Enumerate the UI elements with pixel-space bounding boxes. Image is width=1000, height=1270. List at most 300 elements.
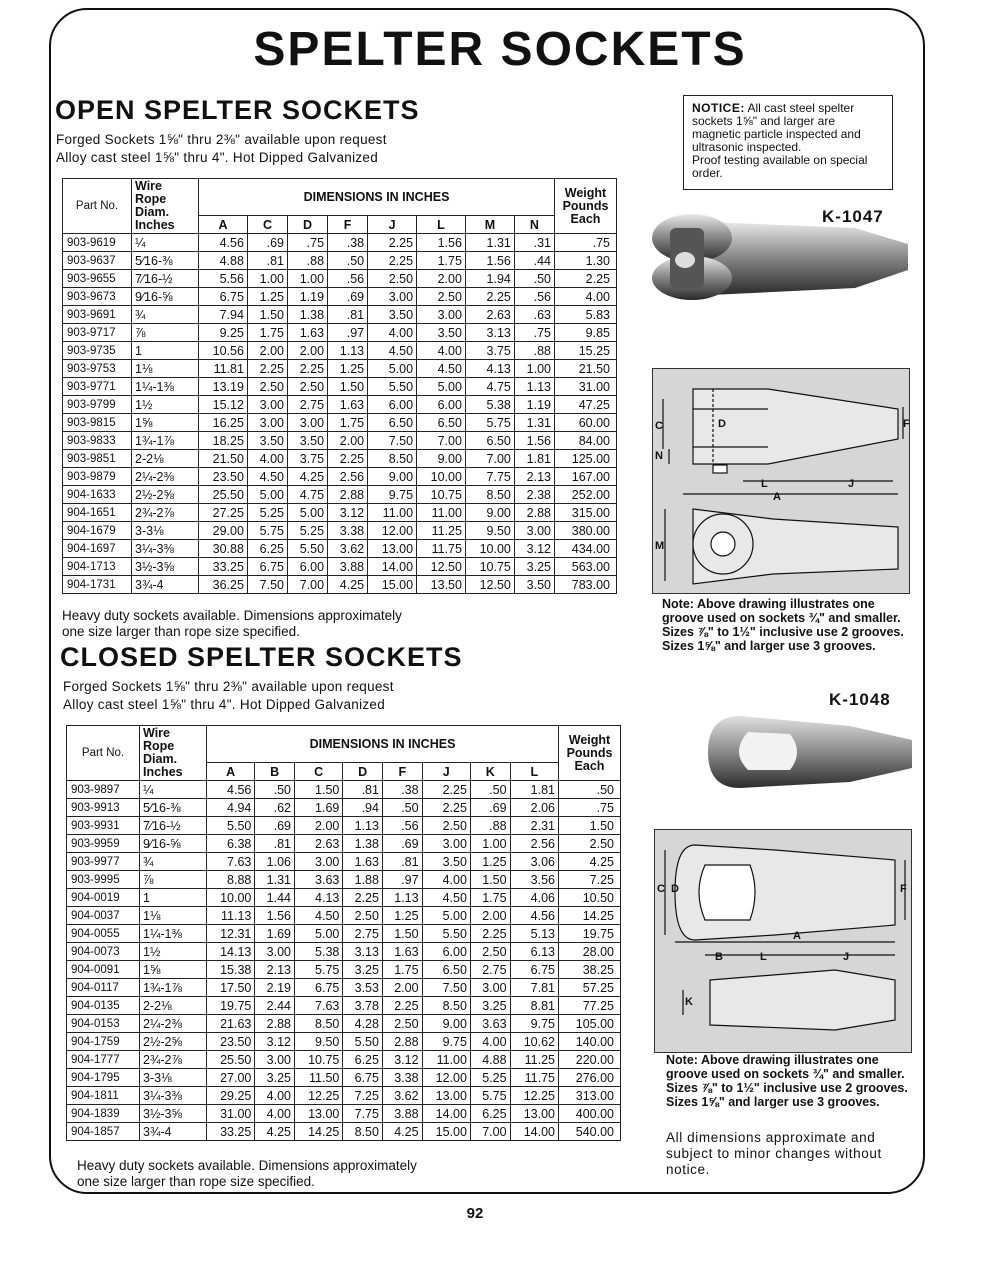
dimension-cell: 7.25: [343, 1087, 383, 1105]
dimension-cell: 4.75: [465, 378, 514, 396]
dimension-cell: 12.00: [368, 522, 417, 540]
dimension-cell: 11.00: [422, 1051, 470, 1069]
dim-l: L: [760, 951, 767, 963]
weight-cell: 252.00: [555, 486, 617, 504]
dimension-cell: 8.50: [465, 486, 514, 504]
dimension-cell: 5.50: [207, 817, 255, 835]
table-row: [63, 270, 617, 288]
part-number-cell: 903-9753: [63, 360, 132, 378]
part-number-cell: 904-0135: [67, 997, 140, 1015]
dimension-cell: 1.06: [255, 853, 295, 871]
dimension-cell: 3.62: [328, 540, 368, 558]
dimension-cell: 6.13: [510, 943, 558, 961]
dimension-cell: 3.50: [417, 324, 466, 342]
table-row: [63, 540, 617, 558]
dimension-cell: 2.50: [470, 943, 510, 961]
dimension-cell: 1.94: [465, 270, 514, 288]
dimension-cell: 13.00: [422, 1087, 470, 1105]
col-wire-rope-diam: [132, 179, 199, 234]
dimension-cell: 10.00: [465, 540, 514, 558]
dimension-cell: .81: [382, 853, 422, 871]
weight-cell: 5.83: [555, 306, 617, 324]
dimension-cell: 7.00: [465, 450, 514, 468]
table-row: [63, 234, 617, 252]
dim-f: F: [903, 418, 910, 430]
dimension-cell: 5.00: [287, 504, 327, 522]
table-row: [67, 889, 621, 907]
dimension-cell: 4.06: [510, 889, 558, 907]
dimension-cell: .50: [382, 799, 422, 817]
dimension-cell: 4.94: [207, 799, 255, 817]
dim-a: A: [773, 491, 781, 503]
dimension-cell: 6.50: [417, 414, 466, 432]
table-row: [63, 396, 617, 414]
weight-cell: .50: [559, 781, 621, 799]
weight-cell: 783.00: [555, 576, 617, 594]
part-number-cell: 903-9637: [63, 252, 132, 270]
dimension-cell: 2.56: [328, 468, 368, 486]
dimension-cell: .88: [514, 342, 554, 360]
dimension-cell: .81: [255, 835, 295, 853]
part-number-cell: 904-0055: [67, 925, 140, 943]
dimension-cell: 7.00: [417, 432, 466, 450]
part-number-cell: 903-9619: [63, 234, 132, 252]
dimension-cell: 11.25: [510, 1051, 558, 1069]
table-row: [67, 943, 621, 961]
disclaimer-line: notice.: [666, 1162, 710, 1177]
dim-col-header: J: [422, 763, 470, 781]
dimension-cell: 2.25: [343, 889, 383, 907]
dimension-cell: 1.56: [465, 252, 514, 270]
weight-cell: 10.50: [559, 889, 621, 907]
dimension-cell: 12.50: [465, 576, 514, 594]
dimension-cell: 17.50: [207, 979, 255, 997]
dimension-cell: 2.25: [465, 288, 514, 306]
dimension-cell: 10.00: [417, 468, 466, 486]
dimension-cell: 6.50: [368, 414, 417, 432]
dimension-cell: 1.13: [514, 378, 554, 396]
dimension-cell: 4.25: [328, 576, 368, 594]
dim-col-header: M: [465, 216, 514, 234]
dim-col-header: B: [255, 763, 295, 781]
part-number-cell: 903-9717: [63, 324, 132, 342]
dimension-cell: 16.25: [199, 414, 248, 432]
dimension-cell: 5.56: [199, 270, 248, 288]
part-number-cell: 903-9851: [63, 450, 132, 468]
dimension-cell: .56: [382, 817, 422, 835]
table-row: [67, 1105, 621, 1123]
table-row: [67, 799, 621, 817]
dimension-cell: 5.25: [287, 522, 327, 540]
dimension-cell: 19.75: [207, 997, 255, 1015]
dimension-cell: 4.25: [255, 1123, 295, 1141]
dimension-cell: 9.00: [417, 450, 466, 468]
weight-cell: 4.00: [555, 288, 617, 306]
part-number-cell: 904-1759: [67, 1033, 140, 1051]
dimension-cell: 3.25: [470, 997, 510, 1015]
dimension-cell: 6.25: [470, 1105, 510, 1123]
hdr-rope: Rope: [135, 192, 167, 206]
dimension-cell: 14.00: [422, 1105, 470, 1123]
weight-cell: 2.50: [559, 835, 621, 853]
dimension-cell: 8.50: [422, 997, 470, 1015]
part-number-cell: 904-1777: [67, 1051, 140, 1069]
dimension-cell: 4.50: [294, 907, 342, 925]
dimension-cell: 2.25: [368, 252, 417, 270]
dimension-cell: 2.25: [287, 360, 327, 378]
dimension-cell: 3.00: [422, 835, 470, 853]
dimension-cell: 9.25: [199, 324, 248, 342]
open-forged-line: Forged Sockets 1⅝" thru 2⅜" available upon request: [56, 132, 387, 147]
dimension-cell: 3.06: [510, 853, 558, 871]
dimension-cell: 2.25: [247, 360, 287, 378]
notice-label: NOTICE:: [692, 101, 745, 115]
rope-diameter-cell: 2¼-2⅜: [132, 468, 199, 486]
table-row: [67, 853, 621, 871]
dimension-cell: 3.12: [382, 1051, 422, 1069]
dim-d: D: [671, 883, 679, 895]
dimension-cell: 1.38: [287, 306, 327, 324]
part-number-cell: 904-1713: [63, 558, 132, 576]
table-row: [67, 1087, 621, 1105]
part-number-cell: 903-9995: [67, 871, 140, 889]
rope-diameter-cell: 9⁄16-⅝: [132, 288, 199, 306]
note-line: Note: Above drawing illustrates one: [666, 1053, 879, 1067]
rope-diameter-cell: 7⁄16-½: [132, 270, 199, 288]
dim-col-header: K: [470, 763, 510, 781]
dimension-cell: 6.00: [287, 558, 327, 576]
open-socket-photo: [640, 200, 915, 310]
rope-diameter-cell: ¾: [132, 306, 199, 324]
rope-diameter-cell: 1¾-1⅞: [132, 432, 199, 450]
dimension-cell: .88: [470, 817, 510, 835]
dimension-cell: 14.13: [207, 943, 255, 961]
dimension-cell: 3.00: [255, 1051, 295, 1069]
open-alloy-line: Alloy cast steel 1⅝" thru 4". Hot Dipped Galvanized: [56, 150, 379, 165]
table-row: [63, 306, 617, 324]
dimension-cell: 29.25: [207, 1087, 255, 1105]
dimension-cell: 4.00: [255, 1087, 295, 1105]
dimension-cell: 6.50: [422, 961, 470, 979]
weight-cell: 14.25: [559, 907, 621, 925]
dimension-cell: 2.19: [255, 979, 295, 997]
dimension-cell: 11.25: [417, 522, 466, 540]
rope-diameter-cell: 5⁄16-⅜: [132, 252, 199, 270]
part-number-cell: 904-0091: [67, 961, 140, 979]
dimension-cell: 1.00: [247, 270, 287, 288]
dimension-cell: .50: [255, 781, 295, 799]
part-number-cell: 904-1795: [67, 1069, 140, 1087]
dimension-cell: 1.63: [328, 396, 368, 414]
dimension-cell: 1.31: [255, 871, 295, 889]
weight-cell: 167.00: [555, 468, 617, 486]
dimension-cell: 3.25: [343, 961, 383, 979]
table-row: [63, 432, 617, 450]
dimension-cell: 7.00: [470, 1123, 510, 1141]
closed-footnote-1: Heavy duty sockets available. Dimensions approximately: [77, 1158, 417, 1173]
dimension-cell: 1.13: [328, 342, 368, 360]
col-wire-rope-diam: [140, 726, 207, 781]
dimension-cell: 2.50: [382, 1015, 422, 1033]
weight-cell: 276.00: [559, 1069, 621, 1087]
dim-c: C: [655, 420, 663, 432]
dimension-cell: 2.50: [287, 378, 327, 396]
dimension-cell: 3.88: [328, 558, 368, 576]
weight-cell: 434.00: [555, 540, 617, 558]
dimension-cell: 36.25: [199, 576, 248, 594]
dimension-cell: 6.00: [368, 396, 417, 414]
dimension-cell: 5.13: [510, 925, 558, 943]
dimension-cell: 7.63: [207, 853, 255, 871]
weight-cell: 540.00: [559, 1123, 621, 1141]
dimension-cell: 1.75: [382, 961, 422, 979]
dimension-cell: 5.00: [294, 925, 342, 943]
dimension-cell: .69: [382, 835, 422, 853]
dimension-cell: 10.75: [417, 486, 466, 504]
dimension-cell: .81: [247, 252, 287, 270]
weight-cell: 313.00: [559, 1087, 621, 1105]
dimension-cell: .88: [287, 252, 327, 270]
dimension-cell: 4.50: [417, 360, 466, 378]
part-number-cell: 903-9977: [67, 853, 140, 871]
part-number-cell: 903-9799: [63, 396, 132, 414]
dim-d: D: [718, 418, 726, 430]
open-section-heading: OPEN SPELTER SOCKETS: [55, 95, 420, 125]
weight-cell: 21.50: [555, 360, 617, 378]
rope-diameter-cell: 3¾-4: [140, 1123, 207, 1141]
rope-diameter-cell: ⅞: [140, 871, 207, 889]
weight-cell: 563.00: [555, 558, 617, 576]
dimension-cell: 5.25: [470, 1069, 510, 1087]
open-socket-drawing: [652, 368, 910, 594]
hdr-rope: Rope: [143, 739, 175, 753]
weight-cell: 4.25: [559, 853, 621, 871]
dimension-cell: 7.50: [422, 979, 470, 997]
dimension-cell: 1.81: [510, 781, 558, 799]
dimension-cell: 2.00: [470, 907, 510, 925]
dim-col-header: C: [247, 216, 287, 234]
weight-cell: 125.00: [555, 450, 617, 468]
dimension-cell: 4.25: [287, 468, 327, 486]
dim-col-header: A: [207, 763, 255, 781]
dimension-cell: 5.50: [287, 540, 327, 558]
dimension-cell: 25.50: [199, 486, 248, 504]
dimension-cell: 4.00: [368, 324, 417, 342]
dimension-cell: 15.00: [368, 576, 417, 594]
weight-cell: .75: [555, 234, 617, 252]
weight-cell: 9.85: [555, 324, 617, 342]
dimension-cell: 6.00: [422, 943, 470, 961]
dimension-cell: 9.00: [422, 1015, 470, 1033]
dimension-cell: 1.25: [328, 360, 368, 378]
dimension-cell: 2.25: [328, 450, 368, 468]
dimension-cell: 2.88: [382, 1033, 422, 1051]
dimension-cell: 1.75: [247, 324, 287, 342]
k1048-label: K-1048: [829, 690, 891, 709]
dimension-cell: 11.81: [199, 360, 248, 378]
dimension-cell: 1.50: [328, 378, 368, 396]
disclaimer-line: All dimensions approximate and: [666, 1130, 876, 1145]
table-row: [67, 1069, 621, 1087]
dimension-cell: 8.50: [368, 450, 417, 468]
dim-b: B: [715, 951, 723, 963]
dimension-cell: 4.00: [255, 1105, 295, 1123]
part-number-cell: 904-1633: [63, 486, 132, 504]
table-row: [63, 576, 617, 594]
dim-col-header: N: [514, 216, 554, 234]
closed-sockets-table: [66, 725, 621, 1141]
dim-col-header: L: [510, 763, 558, 781]
dimension-cell: 7.94: [199, 306, 248, 324]
dimension-cell: .50: [328, 252, 368, 270]
dimension-cell: 15.12: [199, 396, 248, 414]
dimension-cell: 1.88: [343, 871, 383, 889]
rope-diameter-cell: 1¾-1⅞: [140, 979, 207, 997]
dim-a: A: [793, 930, 801, 942]
part-number-cell: 903-9655: [63, 270, 132, 288]
dimension-cell: 3.38: [382, 1069, 422, 1087]
dimension-cell: 5.50: [422, 925, 470, 943]
hdr-inches: Inches: [135, 218, 175, 232]
dimension-cell: 2.00: [247, 342, 287, 360]
dimension-cell: 10.62: [510, 1033, 558, 1051]
rope-diameter-cell: 1½: [140, 943, 207, 961]
rope-diameter-cell: ⅞: [132, 324, 199, 342]
dimension-cell: 11.75: [510, 1069, 558, 1087]
part-number-cell: 904-0037: [67, 907, 140, 925]
dimension-cell: .97: [382, 871, 422, 889]
dimension-cell: 1.19: [287, 288, 327, 306]
dimension-cell: 3.50: [287, 432, 327, 450]
weight-cell: 19.75: [559, 925, 621, 943]
dimension-cell: 9.50: [294, 1033, 342, 1051]
dimension-cell: 10.56: [199, 342, 248, 360]
dimension-cell: 7.81: [510, 979, 558, 997]
dimension-cell: 1.31: [514, 414, 554, 432]
dimension-cell: 2.50: [368, 270, 417, 288]
dimension-cell: 4.13: [294, 889, 342, 907]
table-row: [63, 288, 617, 306]
dimension-cell: 3.00: [255, 943, 295, 961]
rope-diameter-cell: 1: [132, 342, 199, 360]
dimension-cell: 1.63: [287, 324, 327, 342]
dimension-cell: 3.56: [510, 871, 558, 889]
dimension-cell: 2.44: [255, 997, 295, 1015]
part-number-cell: 903-9913: [67, 799, 140, 817]
dimension-cell: 2.13: [514, 468, 554, 486]
dimension-cell: 2.88: [514, 504, 554, 522]
weight-cell: 105.00: [559, 1015, 621, 1033]
table-row: [67, 979, 621, 997]
part-number-cell: 903-9833: [63, 432, 132, 450]
dimension-cell: 4.75: [287, 486, 327, 504]
dim-col-header: D: [287, 216, 327, 234]
dimension-cell: 3.78: [343, 997, 383, 1015]
dimension-cell: 2.06: [510, 799, 558, 817]
rope-diameter-cell: 1½: [132, 396, 199, 414]
dimension-cell: 12.00: [422, 1069, 470, 1087]
dimension-cell: 1.50: [382, 925, 422, 943]
dimension-cell: 1.44: [255, 889, 295, 907]
dimension-cell: 2.00: [287, 342, 327, 360]
dimension-cell: 10.75: [294, 1051, 342, 1069]
closed-forged-line: Forged Sockets 1⅝" thru 2⅜" available upon request: [63, 679, 394, 694]
rope-diameter-cell: 2½-2⅝: [140, 1033, 207, 1051]
dimension-cell: 1.50: [470, 871, 510, 889]
rope-diameter-cell: 1⅛: [132, 360, 199, 378]
dimension-cell: 5.38: [465, 396, 514, 414]
dimension-cell: 5.00: [368, 360, 417, 378]
table-row: [63, 522, 617, 540]
part-number-cell: 904-1811: [67, 1087, 140, 1105]
dimension-cell: 2.00: [382, 979, 422, 997]
dimension-cell: 2.25: [422, 781, 470, 799]
dimension-cell: 2.50: [343, 907, 383, 925]
dimension-cell: 5.25: [247, 504, 287, 522]
dimension-cell: 2.00: [417, 270, 466, 288]
dimension-cell: 13.00: [368, 540, 417, 558]
dimension-cell: 29.00: [199, 522, 248, 540]
dimension-cell: 3.75: [465, 342, 514, 360]
table-row: [67, 1123, 621, 1141]
weight-cell: 57.25: [559, 979, 621, 997]
rope-diameter-cell: 3¼-3⅜: [140, 1087, 207, 1105]
dimension-cell: 5.00: [417, 378, 466, 396]
dimension-cell: 5.00: [247, 486, 287, 504]
dimension-cell: 6.75: [294, 979, 342, 997]
dimension-cell: 3.88: [382, 1105, 422, 1123]
rope-diameter-cell: 2-2⅛: [132, 450, 199, 468]
dimension-cell: 3.12: [328, 504, 368, 522]
dimension-cell: 1.38: [343, 835, 383, 853]
dimension-cell: 3.53: [343, 979, 383, 997]
dimension-cell: 3.00: [247, 396, 287, 414]
dim-col-header: F: [382, 763, 422, 781]
dimension-cell: 8.81: [510, 997, 558, 1015]
dimension-cell: 2.25: [368, 234, 417, 252]
part-number-cell: 903-9815: [63, 414, 132, 432]
dim-j: J: [848, 478, 855, 490]
dimension-cell: 2.25: [382, 997, 422, 1015]
rope-diameter-cell: 5⁄16-⅜: [140, 799, 207, 817]
rope-diameter-cell: 3¼-3⅜: [132, 540, 199, 558]
dimension-cell: 13.00: [510, 1105, 558, 1123]
dimension-cell: 25.50: [207, 1051, 255, 1069]
dimension-cell: 14.25: [294, 1123, 342, 1141]
table-row: [67, 1033, 621, 1051]
dimension-cell: 3.62: [382, 1087, 422, 1105]
col-weight: [555, 179, 617, 234]
dimension-cell: .31: [514, 234, 554, 252]
dimension-cell: 3.50: [514, 576, 554, 594]
dimension-cell: 1.13: [343, 817, 383, 835]
weight-cell: 1.50: [559, 817, 621, 835]
dimension-cell: 5.38: [294, 943, 342, 961]
dimension-cell: 3.00: [470, 979, 510, 997]
dimension-cell: 13.00: [294, 1105, 342, 1123]
rope-diameter-cell: 9⁄16-⅝: [140, 835, 207, 853]
dimension-cell: 4.00: [470, 1033, 510, 1051]
dimension-cell: 1.25: [247, 288, 287, 306]
note-line: Sizes 1⅝" and larger use 3 grooves.: [662, 639, 876, 653]
dimension-cell: .50: [470, 781, 510, 799]
dim-n: N: [655, 450, 663, 462]
dimension-cell: .75: [514, 324, 554, 342]
part-number-cell: 904-0117: [67, 979, 140, 997]
rope-diameter-cell: ¼: [132, 234, 199, 252]
dimension-cell: 12.25: [510, 1087, 558, 1105]
dimension-cell: 1.50: [247, 306, 287, 324]
